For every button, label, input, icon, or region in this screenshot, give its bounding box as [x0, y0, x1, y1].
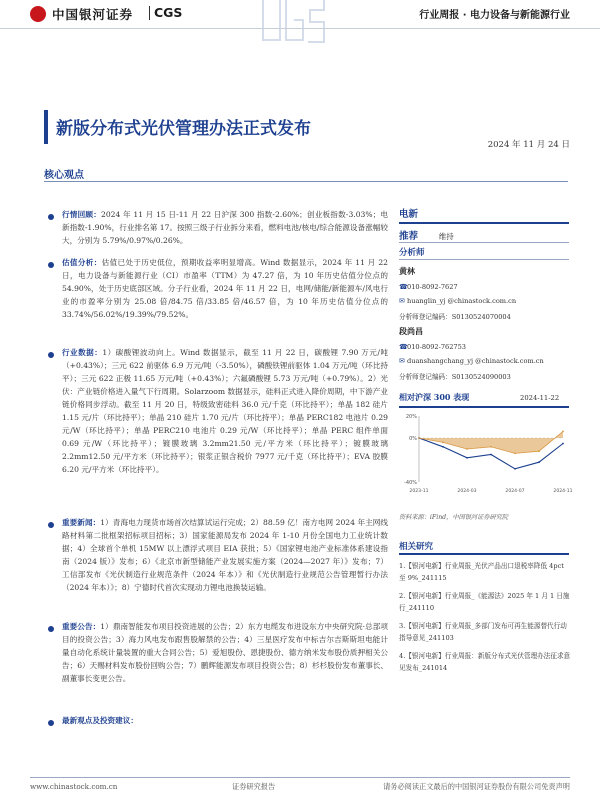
- paragraph-lead: 重要新闻：: [62, 518, 101, 527]
- analyst-email-row: [399, 297, 569, 305]
- chart-date: 2024-11-22: [520, 394, 560, 402]
- report-type: 行业周报 · 电力设备与新能源行业: [419, 10, 570, 21]
- email-icon: ✉: [399, 297, 405, 305]
- footer-divider: [30, 777, 570, 778]
- analyst-cert: 分析师登记编码：S0130524070004: [399, 313, 511, 321]
- paragraph-lead: 行情回顾：: [62, 210, 101, 219]
- bullet-icon: [48, 626, 54, 632]
- data-point: [490, 454, 492, 456]
- analyst-cert: 分析师登记编码：S0130524090003: [399, 373, 511, 381]
- y-tick-label: -40%: [404, 480, 417, 486]
- data-point: [490, 446, 492, 448]
- bullet-icon: [48, 214, 54, 220]
- data-point: [466, 457, 468, 459]
- data-point: [442, 446, 444, 448]
- email-icon: ✉: [399, 357, 405, 365]
- sector-label: 电新: [399, 209, 419, 220]
- data-point: [514, 468, 516, 470]
- x-tick-label: 2024-03: [457, 489, 477, 494]
- series-area-1: [419, 431, 563, 453]
- news-paragraph: [62, 516, 388, 594]
- brand-separator: [149, 6, 150, 20]
- data-point: [418, 437, 420, 439]
- chart-title: 相对沪深 300 表现: [399, 392, 470, 402]
- x-tick-label: 2023-11: [409, 489, 429, 494]
- valuation-paragraph: [62, 256, 388, 321]
- rating-divider: [399, 242, 569, 243]
- analyst-heading: 分析师: [399, 248, 425, 258]
- rating-value: 维持: [438, 232, 454, 241]
- analyst-phone: 010-8092-762753: [407, 343, 466, 351]
- chart-source: 资料来源：iFind，中国银河证券研究院: [399, 514, 509, 521]
- performance-chart: [399, 410, 573, 500]
- data-point: [514, 453, 516, 455]
- brand-name-en: CGS: [154, 5, 183, 20]
- related-item[interactable]: 3.【银河电新】行业周报_多部门发布可再生能源替代行动指导意见_241103: [399, 622, 567, 642]
- related-item[interactable]: 1.【银河电新】行业周报_光伏产品出口退税率降低 4pct 至 9%_241115: [399, 562, 564, 582]
- title-accent-bar: [44, 110, 48, 144]
- cgs-watermark-icon: [258, 0, 328, 64]
- x-tick-label: 2024-11: [553, 489, 573, 494]
- paragraph-text: 1）青海电力现货市场首次结算试运行完成；2）88.59 亿！南方电网 2024 年主网线路材料第二批框架招标项目招标；3）国家能源局发布 2024 年 1-10 月份全国电力工业统计数据；4）全球首个单机 15MW 以上漂浮式项目 EIA 获批；5）《国家锂电池产业标准体系建设指南（2024 版）》发布；6）《北京市新型储能产业发展实施方案（2024—2027 年）》发布；7）工信部发布《光伏制造行业规范条件（2024 年本）》和《光伏制造行业规范公告管理暂行办法（2024 年本）》；8）宁德时代首次实现动力锂电池换装运输。: [62, 518, 388, 592]
- data-point: [538, 450, 540, 452]
- market-review-paragraph: [62, 208, 388, 247]
- paragraph-text: 1）碳酸锂波动向上。Wind 数据显示，截至 11 月 22 日，碳酸锂 7.90 万元/吨（+0.43%）；三元 622 前驱体 6.9 万元/吨（-3.50%），磷酸铁锂前驱体 1.04 万元/吨（环比持平）；三元 622 正极 11.65 万元/吨（+0.43%）；六氟磷酸锂 5.73 万元/吨（+0.79%）。2）光伏：产业链价格进入量气下行周期。Solarzoom 数据显示，硅料正式进入降价周期，中下游产业链价格同步浮动。截至 11 月 20 日，特级致密硅料 36.0 元/千克（环比持平）；单晶 182 硅片 1.15 元/片（环比持平）；单晶 210 硅片 1.70 元/片（环比持平）；单晶 PERC182 电池片 0.29 元/W（环比持平）；单晶 PERC210 电池片 0.29 元/W（环比持平）；单晶 PERC 组件单面 0.69 元/W（环比持平）；镀膜玻璃 3.2mm21.50 元/平方米（环比持平）；镀膜玻璃 2.2mm12.50 元/平方米（环比持平）；银浆正银含税价 7977 元/千克（环比持平）；EVA 胶膜 6.20 元/平方米（环比持平）。: [62, 348, 388, 474]
- analyst-phone: 010-8092-7627: [407, 283, 458, 291]
- data-point: [466, 448, 468, 450]
- bullet-icon: [48, 720, 54, 726]
- data-point: [538, 461, 540, 463]
- y-tick-label: 0%: [409, 436, 417, 442]
- bullet-icon: [48, 522, 54, 528]
- bullet-icon: [48, 262, 54, 268]
- header-divider: [0, 28, 600, 29]
- related-heading: 相关研究: [399, 542, 434, 552]
- x-tick-label: 2024-07: [505, 489, 525, 494]
- data-point: [562, 431, 564, 433]
- announcements-paragraph: [62, 620, 388, 685]
- analyst-name: 黄林: [399, 266, 415, 276]
- related-divider: [399, 553, 569, 555]
- bullet-icon: [48, 352, 54, 358]
- report-date: 2024 年 11 月 24 日: [487, 140, 570, 150]
- analyst-email[interactable]: huanglin_yj @chinastock.com.cn: [407, 297, 517, 305]
- core-views-heading: 核心观点: [44, 170, 84, 181]
- brand-logo-icon: [30, 6, 46, 22]
- analyst-name: 段尚昌: [399, 326, 423, 336]
- analyst-email[interactable]: duanshangchang_yj @chinastock.com.cn: [407, 357, 544, 365]
- rating-row: [399, 228, 569, 242]
- analyst-divider: [399, 259, 569, 260]
- footer-site[interactable]: www.chinastock.com.cn: [30, 782, 118, 791]
- brand-name: 中国银河证券: [52, 7, 134, 22]
- paragraph-text: 2024 年 11 月 15 日-11 月 22 日沪深 300 指数-2.60%；创业板指数-3.03%；电新指数-1.90%，行业排名第 17。按照三级子行业拆分来看，燃料电池/核电/综合能源设备涨幅较大，分别为 5.79%/0.97%/0.26%。: [62, 210, 388, 245]
- footer-disclaimer: 请务必阅读正文最后的中国银河证券股份有限公司免责声明: [383, 782, 570, 791]
- data-point: [562, 443, 564, 445]
- y-tick-label: 20%: [405, 414, 417, 420]
- investment-paragraph: [62, 714, 388, 727]
- footer-mid: 证券研究报告: [232, 782, 276, 791]
- analyst-phone-row: [399, 283, 569, 291]
- paragraph-lead: 重要公告：: [62, 622, 101, 631]
- paragraph-lead: 行业数据：: [62, 348, 103, 357]
- analyst-email-row: [399, 357, 569, 365]
- phone-icon: ☎: [399, 283, 408, 291]
- paragraph-lead: 估值分析：: [62, 258, 102, 267]
- core-divider: [44, 181, 568, 182]
- analyst-phone-row: [399, 343, 569, 351]
- phone-icon: ☎: [399, 343, 408, 351]
- related-item[interactable]: 2.【银河电新】行业周报_《能源法》2025 年 1 月 1 日施行_241110: [399, 592, 570, 612]
- sector-divider: [399, 222, 569, 224]
- industry-data-paragraph: [62, 346, 388, 476]
- chart-divider: [399, 406, 569, 408]
- rating-label: 推荐: [399, 231, 419, 242]
- page-title: 新版分布式光伏管理办法正式发布: [56, 119, 311, 139]
- paragraph-text: 估值已处于历史低位，预期收益率明显增高。Wind 数据显示，2024 年 11 月 22 日，电力设备与新能源行业（CI）市盈率（TTM）为 47.27 倍，为 10 年历史估值分位点的 54.90%，处于历史底部区域。分子行业看，2024 年 11 月 22 日，电网/储能/新能源车/风电行业的市盈率分别为 25.08 倍/84.75 倍/33.85 倍/46.57 倍，为 10 年历史估值分位点的 33.74%/56.02%/19.39%/79.52%。: [62, 258, 388, 319]
- paragraph-text: 1）鼎南智能发布项目投资进展的公告；2）东方电缆发布进设东方中央研究院·总部项目的投资公告；3）海力风电发布跟售股解禁的公告；4）三星医疗发布中标吉尔吉斯斯坦电能计量自动化系统计量装置的重大合同公告；5）爱旭股份、恩捷股份、德方纳米发布股份质押相关公告；6）天赐材料发布股份回购公告；7）鹏辉能源发布项目投资公告；8）杉杉股份发布董事长、副董事长变更公告。: [62, 622, 388, 683]
- data-point: [442, 442, 444, 444]
- paragraph-lead: 最新观点及投资建议：: [62, 716, 138, 725]
- related-item[interactable]: 4.【银河电新】行业周报：新版分布式光伏管理办法征求意见发布_241014: [399, 652, 571, 672]
